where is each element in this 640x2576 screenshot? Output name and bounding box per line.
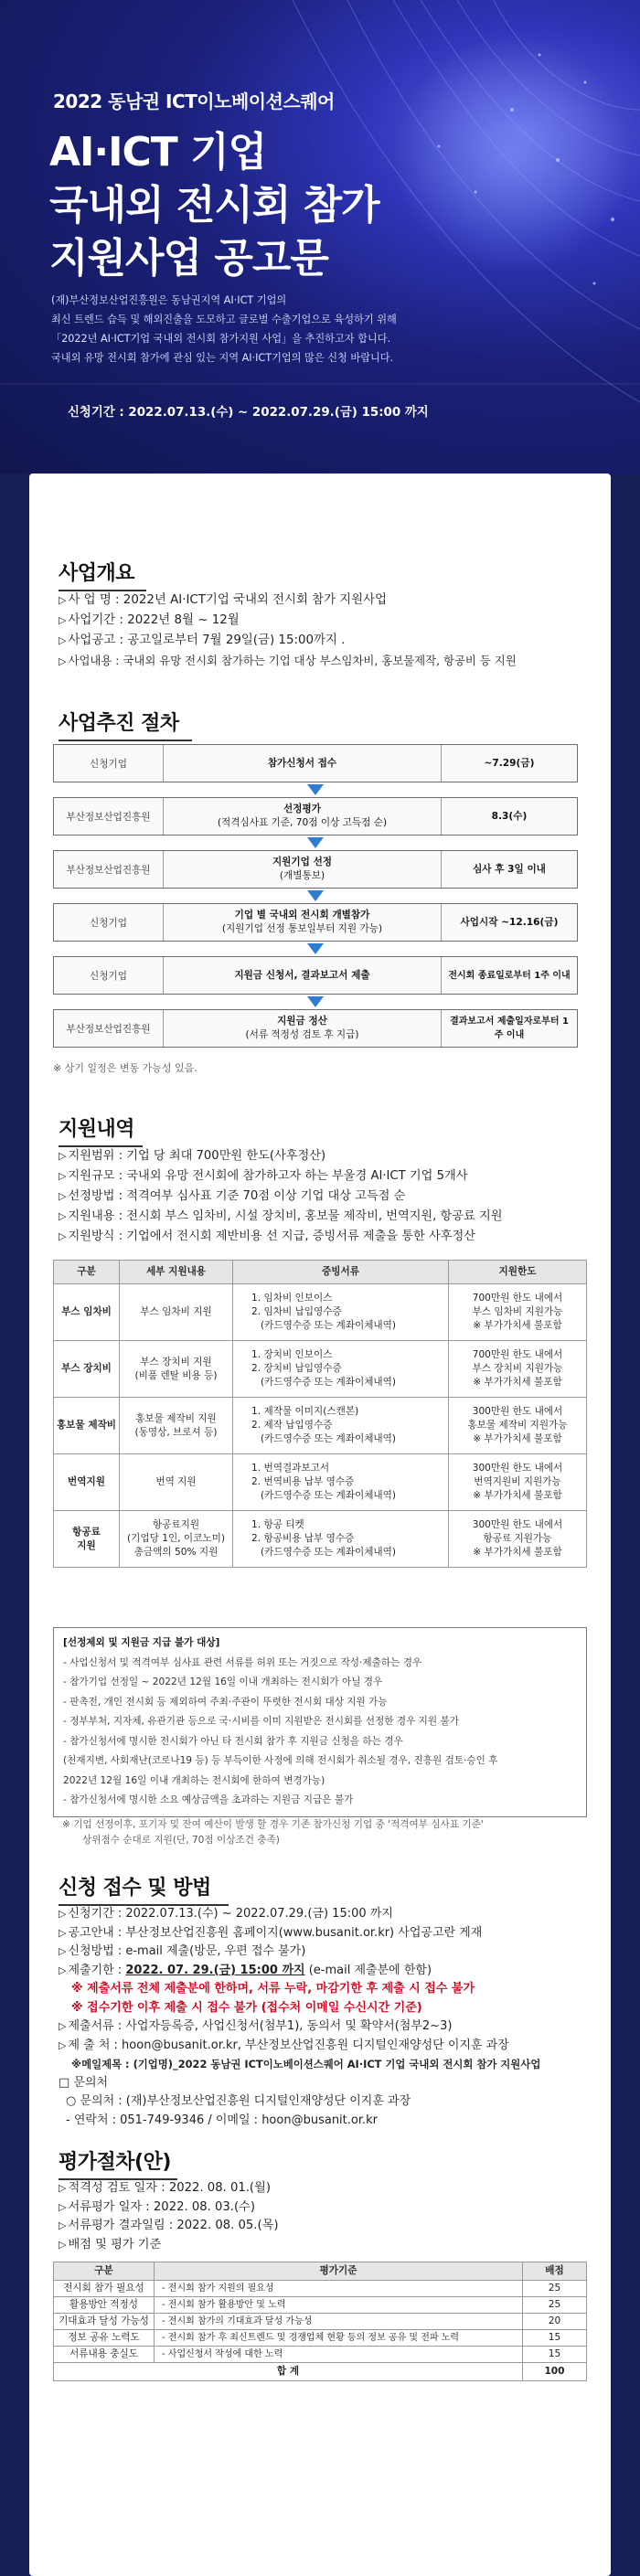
table-row — [54, 1454, 587, 1511]
mail-subject-note: ※메일제목 : (기업명)_2022 동남권 ICT이노베이션스퀘어 AI·ICT 기업 국내외 전시회 참가 지원사업 — [71, 2058, 541, 2070]
evaluation-table: 구분 평가기준 배점 전시회 참가 필요성 - 전시회 참가 지원의 필요성 25 활용방안 적정성 - 전시회 참가 활용방안 및 노력 25 기대효과 달성 가능성 - 전시회 참가의 기대효과 달성 가능성 20 정보 공유 노력도 - 전시회 참가 후 최신트렌드 및 경쟁업체 현황 등의 정보 공유 및 전파 노력 15 서류내용 충실도 - 사업신청서 작성에 대한 노력 15 합 계 100 — [53, 2262, 587, 2381]
support-docs: 1. 번역결과보고서 2. 번역비용 납부 영수증 (카드영수증 또는 계좌이체내역) — [233, 1454, 449, 1511]
list-item: ▷ 지원규모 : 국내외 유망 전시회에 참가하고자 하는 부울경 AI·ICT 기업 5개사 — [59, 1169, 468, 1183]
eval-criterion: - 사업신청서 작성에 대한 노력 — [155, 2347, 523, 2363]
hero-banner — [0, 0, 640, 474]
down-arrow-icon — [53, 942, 578, 956]
table-row — [54, 2314, 587, 2330]
warning-text: ※ 접수기한 이후 제출 시 접수 불가 (접수처 이메일 수신시간 기준) — [71, 2000, 422, 2015]
evaluation-list — [59, 2179, 279, 2254]
exclusion-conditions-box: [선정제외 및 지원금 지급 불가 대상] - 사업신청서 및 적격여부 심사표 관련 서류를 허위 또는 거짓으로 작성·제출하는 경우 - 참가기업 선정일 ~ 2022년 12월 16일 이내 개최하는 전시회가 아닐 경우 - 판촉전, 개인 전시회 등 제외하여 주최·주관이 뚜렷한 전시회 대상 지원 가능 - 정부부처, 지자체, 유관기관 등으로 국·시비를 이미 지원받은 전시회를 선정한 경우 지원 불가 - 참가신청서에 명시한 전시회가 아닌 타 전시회 참가 후 지원금 신청을 하는 경우 (천재지변, 사회재난(코로나19 등) 등 부득이한 사정에 의해 전시회가 취소될 경우, 진흥원 검토·승인 후 2022년 12월 16일 이내 개최하는 전시회에 한하여 변경가능) - 참가신청서에 명시한 소요 예상금액을 초과하는 지원금 지급은 불가 — [53, 1627, 587, 1817]
intro-line: 「2022년 AI·ICT기업 국내외 전시회 참가지원 사업」을 추진하고자 합니다. — [51, 333, 391, 345]
eval-criterion: - 전시회 참가 지원의 필요성 — [155, 2281, 523, 2297]
list-item: ▷ 배점 및 평가 기준 — [59, 2237, 162, 2251]
list-item: ▷ 사업기간 : 2022년 8월 ~ 12월 — [59, 613, 240, 627]
process-step: 부산정보산업진흥원 지원기업 선정 (개별통보) 심사 후 3일 이내 — [53, 850, 578, 889]
list-item: ▷ 서류평가 결과일림 : 2022. 08. 05.(목) — [59, 2219, 279, 2232]
list-item: ▷ 신청기간 : 2022.07.13.(수) ~ 2022.07.29.(금) 15:00 까지 — [59, 1907, 393, 1921]
support-heading: 지원내역 — [59, 1113, 134, 1142]
process-heading: 사업추진 절차 — [59, 708, 179, 736]
eval-criterion: - 전시회 참가 활용방안 및 노력 — [155, 2297, 523, 2314]
support-list — [59, 1146, 502, 1247]
process-step: 신청기업 기업 별 국내외 전시회 개별참가 (지원기업 선정 통보일부터 지원 가능) 사업시작 ~12.16(금) — [53, 903, 578, 942]
table-row — [54, 1341, 587, 1398]
overview-heading: 사업개요 — [59, 558, 134, 586]
process-flowchart — [53, 744, 578, 1048]
apply-list — [59, 1905, 540, 2130]
contact-line: - 연락처 : 051-749-9346 / 이메일 : hoon@busanit.or.kr — [66, 2113, 379, 2127]
process-step: 신청기업 지원금 신청서, 결과보고서 제출 전시회 종료일로부터 1주 이내 — [53, 956, 578, 995]
table-row — [54, 2281, 587, 2297]
table-row — [54, 1284, 587, 1341]
list-item: ▷ 제출서류 : 사업자등록증, 사업신청서(첨부1), 동의서 및 확약서(첨부2~3) — [59, 2019, 453, 2033]
support-detail: 항공료지원 (기업당 1인, 이코노미) 총금액의 50% 지원 — [120, 1511, 233, 1568]
down-arrow-icon — [53, 889, 578, 903]
support-detail: 부스 임차비 지원 — [120, 1284, 233, 1341]
support-table: 구분 세부 지원내용 증빙서류 지원한도 부스 임차비 부스 임차비 지원 1. 임차비 인보이스 2. 임차비 납입영수증 (카드영수증 또는 계좌이체내역) 700만원 한도 내에서 부스 임차비 지원가능 ※ 부가가치세 불포함 부스 장치비 부스 장치비 지원 (비품 렌탈 비용 등) 1. 장치비 인보이스 2. 장치비 납입영수증 (카드영수증 또는 계좌이체내역) 700만원 한도 내에서 부스 장치비 지원가능 ※ 부가가치세 불포함 홍보물 제작비 홍보물 제작비 지원 (동영상, 브로셔 등) 1. 제작물 이미지(스캔본) 2. 제작 납입영수증 (카드영수증 또는 계좌이체내역) 300만원 한도 내에서 홍보물 제작비 지원가능 ※ 부가가치세 불포함 번역지원 번역 지원 1. 번역결과보고서 2. 번역비용 납부 영수증 (카드영수증 또는 계좌이체내역) 300만원 한도 내에서 번역지원비 지원가능 ※ 부가가치세 불포함 항공료 지원 항공료지원 (기업당 1인, 이코노미) 총금액의 50% 지원 1. 항공 티켓 2. 항공비용 납부 영수증 (카드영수증 또는 계좌이체내역) 300만원 한도 내에서 항공료 지원가능 ※ 부가가치세 불포함 — [53, 1260, 587, 1568]
eval-score: 15 — [523, 2330, 587, 2347]
support-detail: 부스 장치비 지원 (비품 렌탈 비용 등) — [120, 1341, 233, 1398]
list-item: ▷ 사업공고 : 공고일로부터 7월 29일(금) 15:00까지 . — [59, 633, 346, 647]
application-period: 신청기간 : 2022.07.13.(수) ~ 2022.07.29.(금) 15:00 까지 — [68, 406, 429, 420]
process-step: 부산정보산업진흥원 선정평가 (적격심사표 기준, 70점 이상 고득점 순) 8.3(수) — [53, 797, 578, 836]
title-line-2: 국내외 전시회 참가 — [49, 182, 379, 229]
down-arrow-icon — [53, 995, 578, 1009]
warning-text: ※ 제출서류 전체 제출분에 한하며, 서류 누락, 마감기한 후 제출 시 접수 불가 — [71, 1982, 475, 1996]
support-limit: 700만원 한도 내에서 부스 장치비 지원가능 ※ 부가가치세 불포함 — [449, 1341, 587, 1398]
table-row — [54, 2297, 587, 2314]
table-row — [54, 2330, 587, 2347]
list-item: ▷ 지원방식 : 기업에서 전시회 제반비용 선 지급, 증빙서류 제출을 통한 사후정산 — [59, 1229, 475, 1243]
support-note: ※ 기업 선정이후, 포기자 및 잔여 예산이 발생 할 경우 기존 참가신청 기업 중 '적격여부 심사표 기준' 상위점수 순대로 지원(단, 70점 이상조건 충족) — [62, 1819, 484, 1846]
eval-score: 15 — [523, 2347, 587, 2363]
total-row — [54, 2363, 587, 2381]
list-item: ▷ 제 출 처 : hoon@busanit.or.kr, 부산정보산업진흥원 디지털인재양성단 이지훈 과장 — [59, 2038, 509, 2052]
eval-category: 전시회 참가 필요성 — [54, 2281, 155, 2297]
eval-score: 20 — [523, 2314, 587, 2330]
title-line-1: AI·ICT 기업 — [49, 129, 267, 176]
support-limit: 300만원 한도 내에서 홍보물 제작비 지원가능 ※ 부가가치세 불포함 — [449, 1398, 587, 1454]
apply-heading: 신청 접수 및 방법 — [59, 1872, 211, 1900]
list-item: ▷ 서류평가 일자 : 2022. 08. 03.(수) — [59, 2199, 256, 2214]
notice-content-panel — [29, 474, 611, 2576]
list-item: ▷ 신청방법 : e-mail 제출(방문, 우편 접수 불가) — [59, 1944, 306, 1958]
event-kicker: 2022 동남권 ICT이노베이션스퀘어 — [53, 90, 335, 112]
list-item: ▷ 사 업 명 : 2022년 AI·ICT기업 국내외 전시회 참가 지원사업 — [59, 593, 388, 607]
evaluation-heading: 평가절차(안) — [59, 2146, 171, 2175]
contact-title: □ 문의처 — [59, 2075, 109, 2090]
process-step: 신청기업 참가신청서 접수 ~7.29(금) — [53, 744, 578, 782]
list-item: ▷ 사업내용 : 국내외 유망 전시회 참가하는 기업 대상 부스임차비, 홍보물제작, 항공비 등 지원 — [59, 654, 517, 667]
table-row — [54, 2347, 587, 2363]
down-arrow-icon — [53, 782, 578, 797]
list-item: ▷ 적격성 검토 일자 : 2022. 08. 01.(월) — [59, 2181, 271, 2195]
eval-score: 25 — [523, 2281, 587, 2297]
list-item: ▷ 지원내용 : 전시회 부스 임차비, 시설 장치비, 홍보물 제작비, 번역지원, 항공료 지원 — [59, 1209, 503, 1223]
support-detail: 홍보물 제작비 지원 (동영상, 브로셔 등) — [120, 1398, 233, 1454]
support-limit: 300만원 한도 내에서 번역지원비 지원가능 ※ 부가가치세 불포함 — [449, 1454, 587, 1511]
eval-score: 25 — [523, 2297, 587, 2314]
table-row — [54, 1511, 587, 1568]
support-docs: 1. 임차비 인보이스 2. 임차비 납입영수증 (카드영수증 또는 계좌이체내역) — [233, 1284, 449, 1341]
list-item: ▷ 공고안내 : 부산정보산업진흥원 홈페이지(www.busanit.or.kr) 사업공고란 게재 — [59, 1925, 483, 1940]
support-category: 부스 장치비 — [54, 1341, 120, 1398]
overview-list — [59, 591, 517, 672]
intro-line: 국내외 유망 전시회 참가에 관심 있는 지역 AI·ICT기업의 많은 신청 바랍니다. — [51, 352, 394, 364]
support-detail: 번역 지원 — [120, 1454, 233, 1511]
support-docs: 1. 장치비 인보이스 2. 장치비 납입영수증 (카드영수증 또는 계좌이체내역) — [233, 1341, 449, 1398]
support-category: 번역지원 — [54, 1454, 120, 1511]
support-category: 부스 임차비 — [54, 1284, 120, 1341]
process-note: ※ 상기 일정은 변동 가능성 있음. — [53, 1062, 197, 1074]
support-category: 항공료 지원 — [54, 1511, 120, 1568]
support-docs: 1. 항공 티켓 2. 항공비용 납부 영수증 (카드영수증 또는 계좌이체내역) — [233, 1511, 449, 1568]
intro-line: (재)부산정보산업진흥원은 동남권지역 AI·ICT 기업의 — [51, 294, 287, 306]
table-row — [54, 1398, 587, 1454]
intro-line: 최신 트렌드 습득 및 해외진출을 도모하고 글로벌 수출기업으로 육성하기 위해 — [51, 314, 397, 325]
total-score: 100 — [523, 2363, 587, 2381]
contact-line: ○ 문의처 : (재)부산정보산업진흥원 디지털인재양성단 이지훈 과장 — [66, 2094, 411, 2108]
eval-category: 활용방안 적정성 — [54, 2297, 155, 2314]
title-line-3: 지원사업 공고문 — [49, 235, 328, 282]
list-item: ▷ 선정방법 : 적격여부 심사표 기준 70점 이상 기업 대상 고득점 순 — [59, 1189, 406, 1203]
eval-criterion: - 전시회 참가의 기대효과 달성 가능성 — [155, 2314, 523, 2330]
support-limit: 300만원 한도 내에서 항공료 지원가능 ※ 부가가치세 불포함 — [449, 1511, 587, 1568]
support-docs: 1. 제작물 이미지(스캔본) 2. 제작 납입영수증 (카드영수증 또는 계좌이체내역) — [233, 1398, 449, 1454]
eval-criterion: - 전시회 참가 후 최신트렌드 및 경쟁업체 현황 등의 정보 공유 및 전파 노력 — [155, 2330, 523, 2347]
process-step: 부산정보산업진흥원 지원금 정산 (서류 적정성 검토 후 지급) 결과보고서 제출일자로부터 1주 이내 — [53, 1009, 578, 1048]
list-item: ▷ 제출기한 : 2022. 07. 29.(금) 15:00 까지 (e-mail 제출분에 한함) — [59, 1963, 432, 1977]
list-item: ▷ 지원범위 : 기업 당 최대 700만원 한도(사후정산) — [59, 1149, 326, 1163]
eval-category: 정보 공유 노력도 — [54, 2330, 155, 2347]
eval-category: 기대효과 달성 가능성 — [54, 2314, 155, 2330]
total-label: 합 계 — [54, 2363, 523, 2381]
down-arrow-icon — [53, 836, 578, 850]
intro-paragraph — [51, 291, 600, 367]
eval-category: 서류내용 충실도 — [54, 2347, 155, 2363]
support-category: 홍보물 제작비 — [54, 1398, 120, 1454]
support-limit: 700만원 한도 내에서 부스 임차비 지원가능 ※ 부가가치세 불포함 — [449, 1284, 587, 1341]
